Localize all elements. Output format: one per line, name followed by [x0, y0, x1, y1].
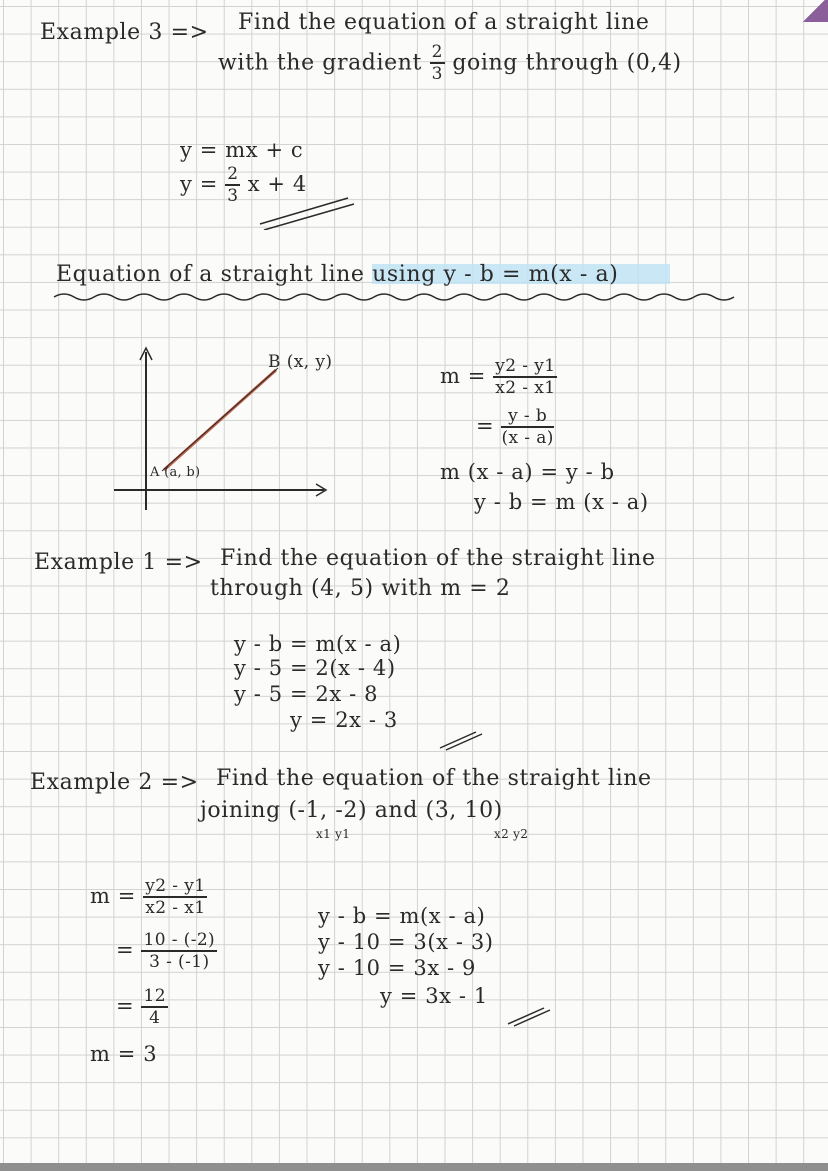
example2-fraction-2-denominator: 3 - (-1) [149, 952, 210, 972]
example2-equals-2: = [116, 994, 135, 1018]
page-bottom-edge [0, 1163, 828, 1171]
point-b-label: B (x, y) [268, 352, 333, 372]
section-heading [56, 264, 618, 286]
example2-fraction-1-numerator: y2 - y1 [145, 876, 206, 896]
example2-fraction-2-numerator: 10 - (-2) [143, 930, 216, 950]
example3-answer-underline [250, 190, 360, 230]
derivation-fraction-1 [493, 358, 557, 397]
example3-work2-numerator: 2 [227, 164, 239, 184]
example3-line2-end: going through (0,4) [452, 50, 682, 76]
example1-answer-underline [436, 728, 486, 752]
derivation-fraction-2-denominator: (x - a) [501, 428, 554, 448]
example2-label: Example 2 => [30, 770, 199, 795]
example2-gradient-result: m = 3 [90, 1042, 158, 1066]
example3-line2 [218, 44, 682, 83]
example2-fraction-3-numerator: 12 [143, 986, 166, 1006]
example1-label: Example 1 => [34, 550, 203, 575]
section-heading-text: Equation of a straight line using [56, 262, 436, 287]
example1-step-1: y - b = m(x - a) [234, 632, 402, 656]
example3-work2-fraction [225, 166, 240, 205]
example2-subscript-1: x1 y1 [316, 827, 351, 841]
example2-substitution [116, 932, 217, 971]
derivation-gradient [440, 358, 557, 397]
derivation-line3: m (x - a) = y - b [440, 460, 615, 484]
example3-work1: y = mx + c [180, 138, 304, 162]
example2-line1: Find the equation of the straight line [216, 766, 652, 791]
example1-step-3: y - 5 = 2x - 8 [234, 682, 379, 706]
example2-subscript-2: x2 y2 [494, 827, 529, 841]
example1-step-4: y = 2x - 3 [290, 708, 398, 732]
derivation-m-label: m = [440, 364, 486, 388]
example2-gradient [90, 878, 207, 917]
example3-work2-end: x + 4 [247, 172, 307, 196]
example3-gradient-fraction [430, 44, 445, 83]
example2-fraction-2 [141, 932, 217, 971]
derivation-fraction-1-denominator: x2 - x1 [495, 378, 556, 398]
example3-gradient-denominator: 3 [431, 64, 443, 84]
example2-equals-1: = [116, 938, 135, 962]
example2-step-1: y - b = m(x - a) [318, 904, 486, 928]
example2-line2: joining (-1, -2) and (3, 10) [200, 798, 503, 823]
example2-answer-underline [504, 1004, 554, 1028]
point-a-label: A (a, b) [150, 465, 201, 480]
section-heading-formula: y - b = m(x - a) [443, 262, 619, 287]
example2-fraction-3 [141, 988, 167, 1027]
example1-step-2: y - 5 = 2(x - 4) [234, 656, 396, 680]
derivation-fraction-1-numerator: y2 - y1 [495, 356, 556, 376]
example2-fraction-1 [143, 878, 207, 917]
example3-gradient-numerator: 2 [431, 42, 443, 62]
derivation-equals: = [476, 414, 495, 438]
example2-step-3: y - 10 = 3x - 9 [318, 956, 476, 980]
derivation-fraction-2-numerator: y - b [501, 408, 553, 428]
example2-step-4: y = 3x - 1 [380, 984, 488, 1008]
example1-line2: through (4, 5) with m = 2 [210, 576, 511, 601]
purple-corner-mark [800, 0, 828, 22]
derivation-fraction-2 [501, 408, 553, 447]
example3-work2-start: y = [180, 172, 226, 196]
example1-line1: Find the equation of the straight line [220, 546, 656, 571]
derivation-substitution [476, 408, 554, 447]
example2-fraction-3-denominator: 4 [149, 1008, 161, 1028]
heading-wavy-underline [52, 290, 752, 304]
example3-work2-denominator: 3 [227, 186, 239, 206]
example2-fraction-1-denominator: x2 - x1 [145, 898, 206, 918]
example3-line1: Find the equation of a straight line [238, 10, 650, 35]
derivation-line4: y - b = m (x - a) [474, 490, 649, 514]
example2-step-2: y - 10 = 3(x - 3) [318, 930, 494, 954]
example3-line2-start: with the gradient [218, 50, 422, 76]
example3-label: Example 3 => [40, 20, 209, 45]
example2-simplified [116, 988, 168, 1027]
example2-m-label: m = [90, 884, 136, 908]
